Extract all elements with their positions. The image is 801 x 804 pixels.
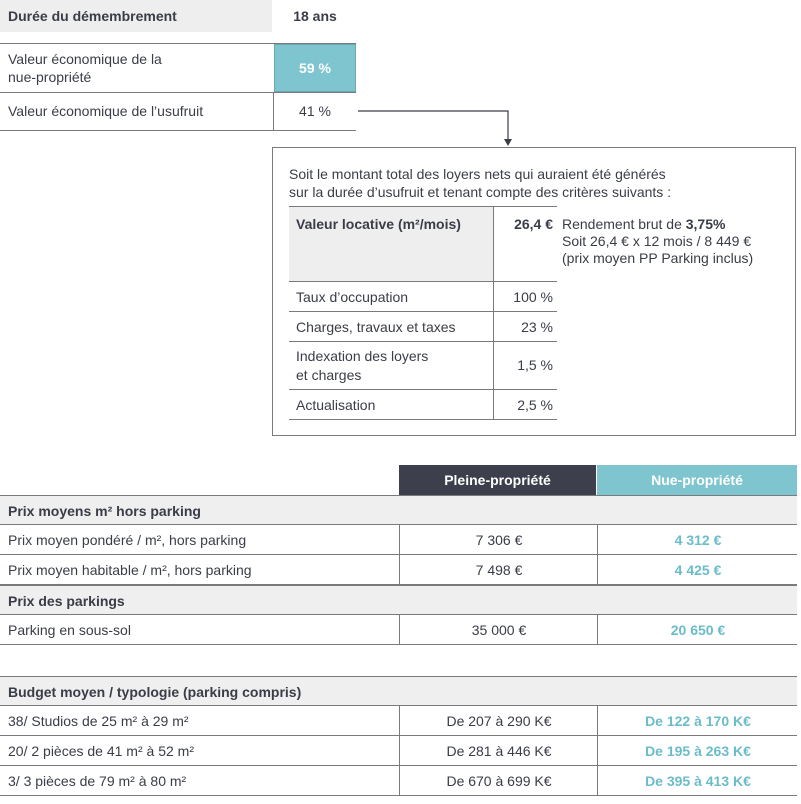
row-pp-value: 7 306 € [399,525,598,554]
row-np-value: De 395 à 413 K€ [597,766,798,795]
us-row [0,92,356,131]
table-row [0,555,797,585]
vl-note-1a: Rendement brut de [562,216,686,232]
row-label: Prix moyen habitable / m², hors parking [8,562,252,578]
occupation-label: Taux d’occupation [296,289,409,305]
indexation-label-2: et charges [296,367,362,383]
row-np-value: 4 312 € [597,525,798,554]
vl-label: Valeur locative (m²/mois) [296,216,461,232]
duree-value: 18 ans [293,8,337,24]
table-row [0,615,797,645]
row-label: 3/ 3 pièces de 79 m² à 80 m² [8,773,187,789]
row-pp-value: 7 498 € [399,555,598,584]
charges-row [289,311,557,342]
charges-label: Charges, travaux et taxes [296,319,456,335]
header-pleine-propriete: Pleine-propriété [399,465,596,495]
vl-note-1b: 3,75% [685,216,726,232]
charges-value: 23 % [521,319,553,335]
section-prix-moyens-title: Prix moyens m² hors parking [8,503,201,519]
occupation-value: 100 % [513,289,553,305]
box-intro-2: sur la durée d’usufruit et tenant compte des critères suivants : [289,184,672,200]
section-budget-title: Budget moyen / typologie (parking compris) [8,684,302,700]
us-label: Valeur économique de l’usufruit [8,103,204,119]
header-nue-propriete: Nue-propriété [597,465,797,495]
connector-arrow [356,108,516,150]
row-np-value: De 122 à 170 K€ [597,706,798,735]
table-row [0,766,797,796]
row-pp-value: De 207 à 290 K€ [399,706,598,735]
row-pp-value: 35 000 € [399,615,598,644]
indexation-label-1: Indexation des loyers [296,348,429,364]
section-budget [0,676,797,706]
table-row [0,525,797,555]
row-label: Parking en sous-sol [8,622,131,638]
row-label: Prix moyen pondéré / m², hors parking [8,532,247,548]
row-np-value: 4 425 € [597,555,798,584]
row-pp-value: De 670 à 699 K€ [399,766,598,795]
indexation-value: 1,5 % [517,357,553,373]
section-prix-moyens [0,495,797,525]
vl-note-line-1 [562,216,753,233]
us-value: 41 % [299,103,331,119]
np-label-1: Valeur économique de la [8,51,162,67]
actualisation-label: Actualisation [296,397,376,413]
np-label-2: nue-propriété [8,69,92,85]
vl-row [289,207,557,282]
actualisation-value: 2,5 % [517,397,553,413]
row-label: 20/ 2 pièces de 41 m² à 52 m² [8,743,194,759]
actualisation-row [289,389,557,420]
row-np-value: De 195 à 263 K€ [597,736,798,765]
row-label: 38/ Studios de 25 m² à 29 m² [8,713,189,729]
vl-note-line-2: Soit 26,4 € x 12 mois / 8 449 € [562,233,752,249]
section-parkings [0,585,797,615]
table-row [0,706,797,736]
np-value-cell [274,44,356,92]
row-pp-value: De 281 à 446 K€ [399,736,598,765]
vl-note-line-3: (prix moyen PP Parking inclus) [562,250,754,266]
duree-label: Durée du démembrement [8,8,177,24]
section-parkings-title: Prix des parkings [8,593,125,609]
vl-value: 26,4 € [514,216,553,232]
table-row [0,736,797,766]
np-row [0,44,356,93]
row-np-value: 20 650 € [597,615,798,644]
occupation-row [289,281,557,312]
duree-row [0,0,356,32]
box-intro-1: Soit le montant total des loyers nets qui auraient été générés [289,166,666,182]
indexation-row [289,341,557,390]
np-value: 59 % [299,60,331,76]
vl-note [562,216,753,267]
